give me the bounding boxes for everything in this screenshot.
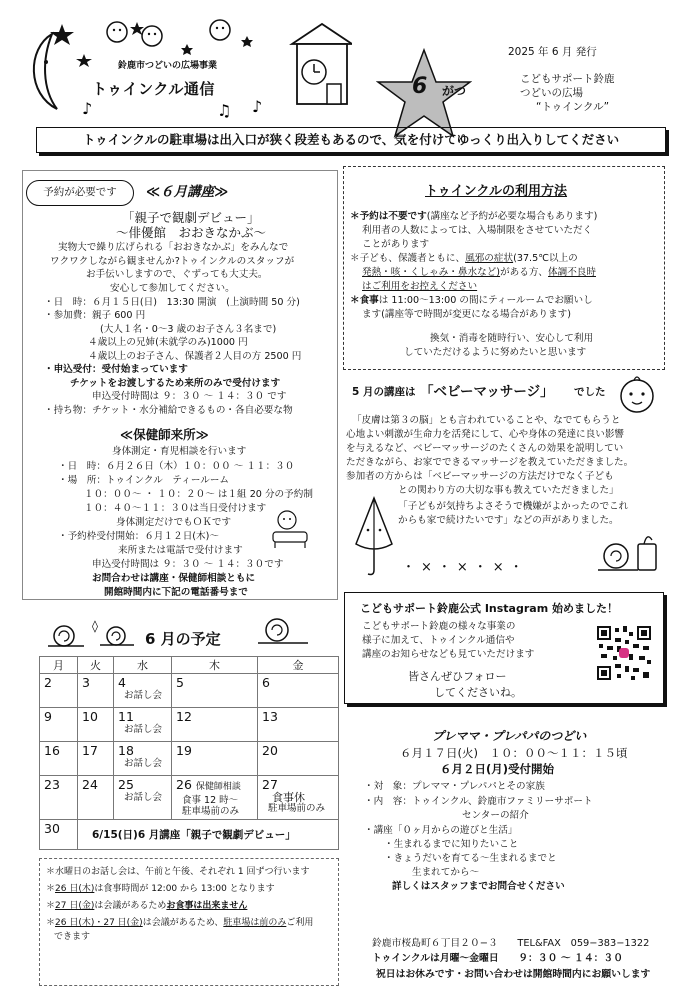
premama-course-3: 生まれてから～ [412, 867, 480, 878]
usage-line-8: ます(講座等で時間が変更になる場合があります) [362, 309, 571, 320]
health-line-6: 身体測定だけでもＯＫです [116, 517, 232, 528]
calendar-week-row [40, 708, 339, 742]
snail-pot-illustration [594, 530, 660, 574]
newsletter-title: トゥインクル通信 [92, 80, 215, 98]
massage-title: 「ベビーマッサージ」 [420, 384, 554, 400]
org-line-2: つどいの広場 [520, 87, 583, 99]
weekday-tue: 火 [78, 657, 114, 674]
usage-line-6: はご利用をお控えください [362, 281, 478, 292]
lecture-fee-3: ４歳以上の兄姉(未就学のみ)1000 円 [88, 337, 248, 348]
svg-text:♫: ♫ [217, 101, 232, 120]
health-line-4: １０：００～ ・ １０：２０～ は１組 20 分の予約制 [84, 489, 313, 500]
premama-target: ・対 象：プレママ・プレパパとその家族 [364, 781, 545, 792]
svg-text:♪: ♪ [252, 97, 263, 116]
usage-line-10: していただけるように努めたいと思います [404, 347, 587, 358]
premama-course-2: ・きょうだいを育てる～生まれるまでと [384, 853, 557, 864]
parking-notice: トゥインクルの駐車場は出入口が狭く段差もあるので、気を付けてゆっくり出入りしてください [36, 127, 666, 153]
massage-lead: 5 月の講座は [352, 386, 416, 398]
premama-content: ・内 容：トゥインクル、鈴鹿市ファミリーサポート [364, 796, 593, 807]
massage-para-7: 「子どもが気持ちよさそうで機嫌がよかったのでこれ [398, 501, 629, 512]
lecture-fee: ・参加費：親子 600 円 [44, 310, 146, 321]
usage-line-5: 発熱・咳・くしゃみ・鼻水など)がある方、体調不良時 [362, 267, 596, 278]
instagram-heading: こどもサポート鈴鹿公式 Instagram 始めました！ [360, 602, 618, 615]
lecture-desc-3: お手伝いしますので、ぐずっても大丈夫。 [86, 269, 268, 280]
note-3: ＊27 日(金)は会議があるためお食事は出来ません [46, 901, 248, 911]
health-line-3: ・場 所：トゥインクル ティールーム [58, 475, 230, 486]
lecture-date: ・日 時：６月１５日(日) 13:30 開演 (上演時間 50 分) [44, 297, 300, 308]
snail-icon [44, 616, 139, 648]
calendar-cell: 6 [258, 674, 339, 708]
calendar-cell: 3 [78, 674, 114, 708]
lecture-fee-2: (大人１名・0～3 歳のお子さん３名まで) [100, 324, 277, 335]
lecture-desc-2: ワクワクしながら観ませんか?トゥインクルのスタッフが [50, 256, 295, 267]
health-line-5: １０：４０～１１：３０は当日受付けます [84, 503, 267, 514]
org-line-3: “トゥインクル” [536, 101, 610, 113]
calendar-cell: 17 [78, 742, 114, 776]
massage-tail: でした [574, 386, 606, 398]
massage-para-3: を与えるなど、ベビーマッサージのたくさんの効果を説明してい [346, 443, 624, 454]
premama-heading: プレママ・プレパパのつどい [432, 729, 587, 743]
calendar-cell: 4 お話し会 [114, 674, 172, 708]
weekday-mon: 月 [40, 657, 78, 674]
calendar-cell: 23 [40, 776, 78, 820]
calendar-cell: 11 お話し会 [114, 708, 172, 742]
calendar-cell: 16 [40, 742, 78, 776]
footer-closed: 祝日はお休みです・お問い合わせは開館時間内にお願いします [376, 969, 651, 980]
issue-date: 2025 年 6 月 発行 [508, 46, 597, 58]
instagram-line-2: 様子に加えて、トゥインクル通信や [362, 635, 515, 646]
massage-para-1: 「皮膚は第３の脳」とも言われていることや、なでてもらうと [352, 415, 621, 426]
lecture-event-cell: 6/15(日)6 月講座「親子で観劇デビュー」 [78, 820, 339, 850]
calendar-cell: 25 お話し会 [114, 776, 172, 820]
note-4-cont: できます [54, 932, 91, 942]
usage-line-3: ことがあります [362, 239, 430, 250]
health-line-7: ・予約枠受付開始：６月１２日(木)～ [58, 531, 219, 542]
usage-line-9: 換気・消毒を随時行い、安心して利用 [430, 333, 594, 344]
lecture-heading: ≪６月講座≫ [146, 184, 229, 200]
calendar-cell: 26 保健師相談 食事 12 時～ 駐車場前のみ [172, 776, 258, 820]
usage-line-1: ＊予約は不要です(講座など予約が必要な場合もあります) [350, 211, 598, 222]
lecture-title: 「親子で観劇デビュー」 [122, 210, 260, 225]
usage-line-4: ＊子ども、保護者ともに、風邪の症状(37.5℃以上の [350, 253, 578, 264]
footer-hours: トゥインクルは月曜～金曜日 ９：３０ ～ １４：３０ [372, 953, 624, 964]
premama-deadline: ６月２日(月)受付開始 [440, 762, 555, 776]
baby-scale-illustration [265, 508, 315, 550]
lecture-subtitle: ～俳優館 おおきなかぶ～ [116, 225, 267, 240]
lecture-apply-2: チケットをお渡しするため来所のみで受付けます [70, 378, 281, 389]
calendar-header-row [40, 657, 339, 674]
june-calendar [39, 656, 339, 850]
instagram-line-1: こどもサポート鈴鹿の様々な事業の [362, 621, 516, 632]
note-2: ＊26 日(木)は食事時間が 12:00 から 13:00 となります [46, 884, 275, 894]
snail-icon-right [252, 612, 312, 646]
month-suffix: がつ [442, 84, 467, 98]
calendar-week-row [40, 742, 339, 776]
health-line-1: 身体測定・育児相談を行います [112, 446, 247, 457]
weekday-thu: 木 [172, 657, 258, 674]
calendar-cell: 10 [78, 708, 114, 742]
calendar-cell: 20 [258, 742, 339, 776]
health-line-9: 申込受付時間は ９：３０ ～ １４：３０です [92, 559, 284, 570]
calendar-cell: 30 [40, 820, 78, 850]
calendar-cell: 24 [78, 776, 114, 820]
footer-address: 鈴鹿市桜島町６丁目２０−３ TEL&FAX 059−383−1322 [372, 938, 650, 949]
premama-date: ６月１７日(火) １０：００～１１：１５頃 [400, 746, 628, 760]
health-line-10: お問合わせは講座・保健師相談ともに [92, 573, 256, 584]
calendar-cell: 12 [172, 708, 258, 742]
baby-face-illustration [614, 374, 660, 416]
month-number: 6 [412, 74, 428, 99]
health-heading: ≪保健師来所≫ [120, 427, 209, 442]
svg-text:♪: ♪ [82, 99, 93, 118]
org-line-1: こどもサポート鈴鹿 [520, 73, 615, 85]
calendar-cell: 5 [172, 674, 258, 708]
health-line-8: 来所または電話で受付けます [118, 545, 243, 556]
instagram-qr-code[interactable] [595, 624, 653, 682]
health-line-2: ・日 時：６月２６日（木）１０：００ ～ １１：３０ [58, 461, 295, 472]
premama-course: ・講座「０ヶ月からの遊びと生活」 [364, 825, 518, 836]
usage-heading: トゥインクルの利用方法 [425, 184, 568, 199]
umbrella-illustration [352, 494, 396, 578]
lecture-desc-1: 実物大で繰り広げられる「おおきなかぶ」をみんなで [58, 242, 289, 253]
weekday-wed: 水 [114, 657, 172, 674]
massage-para-6: との関わり方の大切な事も教えていただきました」 [398, 485, 619, 496]
instagram-line-4: 皆さんぜひフォロー [408, 670, 507, 683]
calendar-week-row [40, 820, 339, 850]
massage-para-2: 心地よい刺激が生命力を活発にして、心や身体の発達に良い影響 [346, 429, 625, 440]
schedule-heading: 6 月の予定 [145, 630, 221, 648]
calendar-week-row [40, 776, 339, 820]
usage-line-2: 利用者の人数によっては、入場制限をさせていただく [362, 225, 593, 236]
calendar-cell: 19 [172, 742, 258, 776]
premama-content-2: センターの紹介 [462, 810, 529, 821]
lecture-apply: ・申込受付：受付始まっています [44, 364, 188, 375]
calendar-cell: 27 食事休 駐車場前のみ [258, 776, 339, 820]
newsletter-subtitle: 鈴鹿市つどいの広場事業 [118, 61, 218, 71]
premama-course-1: ・生まれるまでに知りたいこと [384, 839, 519, 850]
instagram-line-3: 講座のお知らせなども見ていただけます [362, 649, 535, 660]
premama-contact: 詳しくはスタッフまでお問合せください [392, 881, 565, 892]
lecture-fee-4: ４歳以上のお子さん、保護者２人目の方 2500 円 [88, 351, 302, 362]
instagram-line-5: してくださいね。 [434, 686, 522, 699]
weekday-fri: 金 [258, 657, 339, 674]
calendar-cell: 13 [258, 708, 339, 742]
massage-para-4: ただきながら、お家でできるマッサージを教えていただきました。 [346, 457, 634, 468]
decorative-dots: ・×・×・×・ [402, 560, 529, 575]
note-1: ＊水曜日のお話し会は、午前と午後、それぞれ 1 回ずつ行います [46, 867, 310, 877]
lecture-apply-3: 申込受付時間は ９：３０ ～ １４：３０ です [92, 391, 287, 402]
calendar-week-row [40, 674, 339, 708]
calendar-cell: 2 [40, 674, 78, 708]
note-4: ＊26 日(木)・27 日(金)は会議があるため、駐車場は前のみご利用 [46, 918, 314, 928]
massage-para-5: 参加者の方からは「ベビーマッサージの方法だけでなく子ども [346, 471, 614, 482]
lecture-desc-4: 安心して参加してください。 [110, 283, 235, 294]
calendar-cell: 9 [40, 708, 78, 742]
health-line-11: 開館時間内に下記の電話番号まで [104, 587, 248, 598]
massage-para-8: からも家で続けたいです」などの声がありました。 [398, 515, 619, 526]
lecture-items: ・持ち物：チケット・水分補給できるもの・各自必要な物 [44, 405, 293, 416]
svg-text:◊: ◊ [92, 619, 98, 633]
reservation-badge: 予約が必要です [26, 180, 134, 206]
usage-line-7: ＊食事は 11:00～13:00 の間にティールームでお願いし [350, 295, 593, 306]
calendar-cell: 18 お話し会 [114, 742, 172, 776]
